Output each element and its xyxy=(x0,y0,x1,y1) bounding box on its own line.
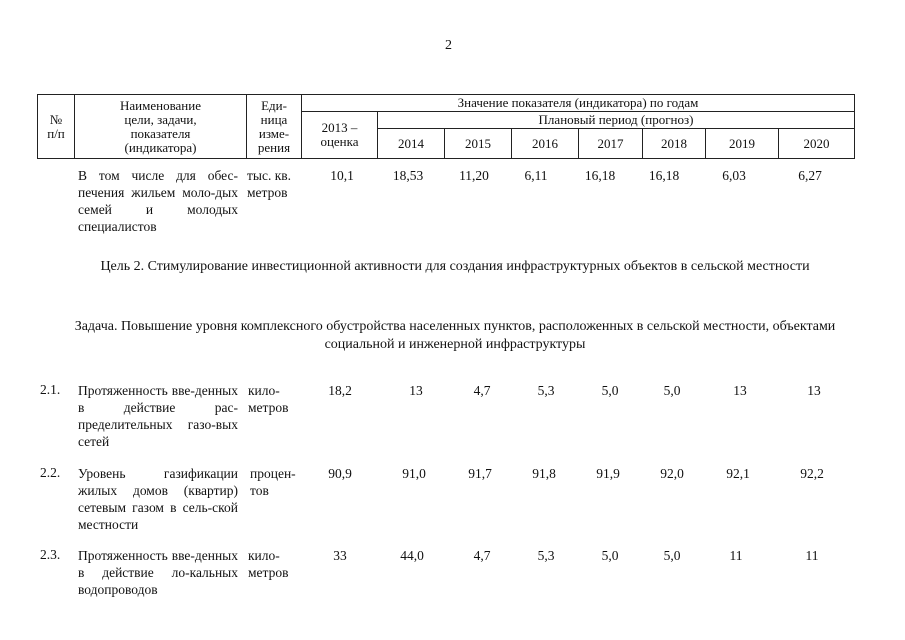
value-cell: 16,18 xyxy=(648,168,680,183)
page-number: 2 xyxy=(445,38,452,53)
value-cell: 11 xyxy=(805,548,819,563)
row-number: 2.3. xyxy=(40,547,61,562)
value-cell: 92,1 xyxy=(726,466,750,481)
value-cell: 6,11 xyxy=(524,168,548,183)
value-cell: 13 xyxy=(733,383,747,398)
indicator-unit: кило- метров xyxy=(248,548,289,580)
value-cell: 91,8 xyxy=(532,466,556,481)
indicator-name: В том числе для обес-печения жильем моло-дых семей и молодых специалистов xyxy=(78,168,238,234)
indicator-unit: процен- тов xyxy=(250,466,296,498)
value-cell: 33 xyxy=(333,548,347,563)
value-cell: 5,0 xyxy=(663,548,681,563)
header-year: 2014 xyxy=(378,129,445,159)
value-cell: 5,0 xyxy=(663,383,681,398)
header-col-estimate: 2013 – оценка xyxy=(302,112,378,159)
value-cell: 16,18 xyxy=(584,168,616,183)
value-cell: 10,1 xyxy=(330,168,354,183)
indicator-name: Уровень газификации жилых домов (квартир) сетевым газом в сель-ской местности xyxy=(78,466,238,532)
value-cell: 92,0 xyxy=(660,466,684,481)
header-year: 2020 xyxy=(779,129,855,159)
header-year: 2016 xyxy=(512,129,579,159)
indicator-name: Протяженность вве-денных в действие ло-кальных водопроводов xyxy=(78,548,238,597)
header-year: 2018 xyxy=(643,129,706,159)
goal-heading: Цель 2. Стимулирование инвестиционной активности для создания инфраструктурных объектов в сельской местности xyxy=(100,259,810,274)
header-col-unit: Еди- ница изме- рения xyxy=(247,95,302,159)
header-col-plan: Плановый период (прогноз) xyxy=(378,112,855,129)
value-cell: 4,7 xyxy=(473,548,491,563)
header-col-num: № п/п xyxy=(38,95,75,159)
indicator-unit: кило- метров xyxy=(248,383,289,415)
header-col-values: Значение показателя (индикатора) по годам xyxy=(302,95,855,112)
header-year: 2017 xyxy=(579,129,643,159)
task-heading: Задача. Повышение уровня комплексного обустройства населенных пунктов, расположенных в сельской местности, объектами социальной и инженерной инфраструктуры xyxy=(74,319,836,352)
row-number: 2.2. xyxy=(40,465,61,480)
value-cell: 6,27 xyxy=(798,168,822,183)
value-cell: 18,53 xyxy=(392,168,424,183)
value-cell: 11,20 xyxy=(459,168,489,183)
value-cell: 5,0 xyxy=(601,383,619,398)
value-cell: 5,3 xyxy=(537,548,555,563)
header-col-name: Наименование цели, задачи, показателя (индикатора) xyxy=(75,95,247,159)
value-cell: 92,2 xyxy=(800,466,824,481)
value-cell: 11 xyxy=(729,548,743,563)
value-cell: 5,0 xyxy=(601,548,619,563)
value-cell: 6,03 xyxy=(722,168,746,183)
value-cell: 13 xyxy=(807,383,821,398)
value-cell: 90,9 xyxy=(328,466,352,481)
value-cell: 44,0 xyxy=(400,548,424,563)
value-cell: 13 xyxy=(409,383,423,398)
value-cell: 5,3 xyxy=(537,383,555,398)
value-cell: 18,2 xyxy=(328,383,352,398)
header-year: 2019 xyxy=(706,129,779,159)
indicator-name: Протяженность вве-денных в действие рас-пределительных газо-вых сетей xyxy=(78,383,238,449)
header-year: 2015 xyxy=(445,129,512,159)
indicator-unit: тыс. кв. метров xyxy=(247,168,292,200)
value-cell: 91,0 xyxy=(402,466,426,481)
value-cell: 91,7 xyxy=(468,466,492,481)
row-number: 2.1. xyxy=(40,382,61,397)
header-table xyxy=(37,94,855,159)
value-cell: 4,7 xyxy=(473,383,491,398)
value-cell: 91,9 xyxy=(596,466,620,481)
